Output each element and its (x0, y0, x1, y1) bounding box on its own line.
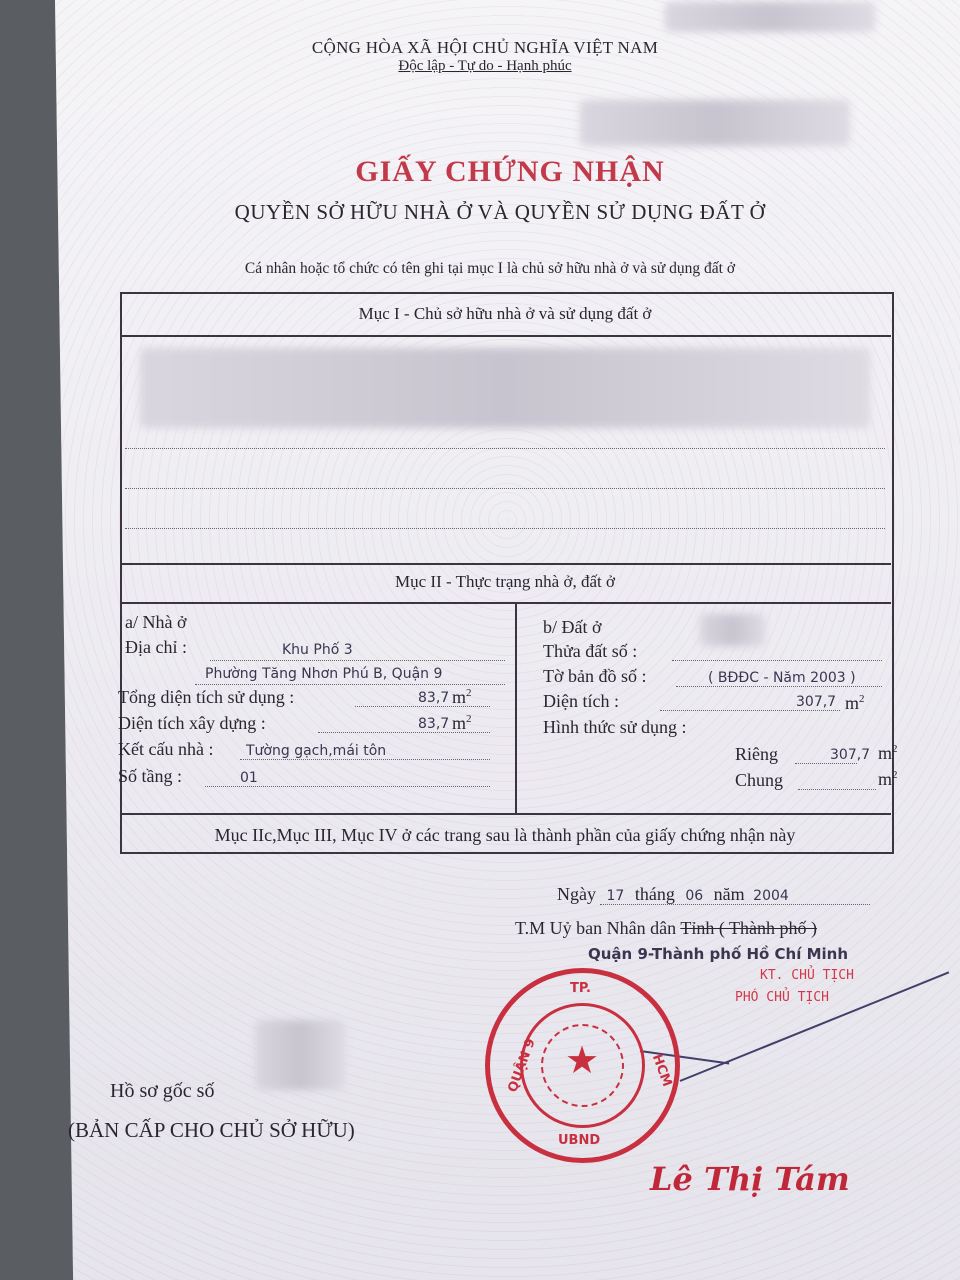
authority-line1 (515, 918, 817, 939)
frame-divider-4 (121, 813, 891, 815)
structure-label: Kết cấu nhà : (118, 739, 214, 759)
day-label: Ngày (557, 884, 596, 904)
frame-divider-1 (121, 335, 891, 337)
official-seal (485, 968, 680, 1163)
land-area-dots (660, 710, 840, 711)
redacted-parcel-number (700, 614, 765, 646)
private-unit: $m^2$ (878, 743, 898, 763)
seal-text-left: QUẬN 9 (505, 1036, 539, 1095)
private-label: Riêng (735, 744, 778, 764)
parcel-label: Thửa đất số : (543, 641, 638, 661)
section2-heading: Mục II - Thực trạng nhà ở, đất ở (395, 572, 615, 591)
frame-divider-3 (121, 602, 891, 604)
total-area-label: Tổng diện tích sử dụng : (118, 687, 295, 707)
date-dots (600, 904, 870, 905)
certificate-intro: Cá nhân hoặc tổ chức có tên ghi tại mục I là chủ sở hữu nhà ở và sử dụng đất ở (244, 260, 736, 277)
seal-text-right: HCM (648, 1052, 675, 1089)
built-area-value: 83,7 (418, 716, 450, 732)
signer-name: Lê Thị Tám (650, 1160, 850, 1198)
land-area-unit: $m^2$ (845, 693, 865, 713)
structure-value: Tường gạch,mái tôn (246, 743, 387, 759)
total-area-value: 83,7 (418, 690, 450, 706)
parcel-dots (672, 660, 882, 661)
shared-unit: $m^2$ (878, 769, 898, 789)
shared-dots (798, 789, 876, 790)
address-line2: Phường Tăng Nhơn Phú B, Quận 9 (205, 666, 443, 682)
address-dots-2 (195, 684, 505, 685)
year-label: năm (713, 884, 745, 904)
address-label: Địa chỉ : (125, 637, 187, 657)
redacted-owner-info (140, 348, 870, 428)
record-label: Hồ sơ gốc số (110, 1080, 215, 1102)
seal-text-bottom: UBND (558, 1133, 601, 1148)
certificate-subtitle: QUYỀN SỞ HỮU NHÀ Ở VÀ QUYỀN SỬ DỤNG ĐẤT Ở (234, 200, 766, 224)
redacted-serial (580, 100, 850, 146)
total-area-unit: $m^2$ (452, 687, 472, 707)
day-value: 17 (606, 888, 625, 904)
built-area-unit: $m^2$ (452, 713, 472, 733)
national-motto: Độc lập - Tự do - Hạnh phúc (398, 58, 572, 74)
year-value: 2004 (753, 888, 789, 904)
map-dots (676, 686, 882, 687)
authority-district: Quận 9-Thành phố Hồ Chí Minh (588, 945, 849, 963)
shared-label: Chung (735, 770, 784, 790)
authority-struck: Tỉnh ( Thành phố ) (680, 918, 817, 938)
owner-dotted-line-3 (125, 528, 885, 529)
private-value: 307,7 (830, 747, 871, 763)
address-line1: Khu Phố 3 (282, 642, 353, 658)
redacted-record-number (255, 1020, 345, 1090)
section1-heading: Mục I - Chủ sở hữu nhà ở và sử dụng đất ở (358, 304, 652, 323)
date-line (557, 884, 793, 905)
floors-label: Số tầng : (118, 766, 183, 786)
republic-header: CỘNG HÒA XÃ HỘI CHỦ NGHĨA VIỆT NAM (311, 38, 659, 57)
land-area-label: Diện tích : (543, 691, 619, 711)
structure-dots (240, 759, 490, 760)
map-value: ( BĐĐC - Năm 2003 ) (708, 670, 856, 686)
seal-inner-ring (520, 1003, 645, 1128)
floors-value: 01 (240, 770, 258, 786)
floors-dots (205, 786, 490, 787)
land-area-value: 307,7 (796, 694, 837, 710)
vice-chair-stamp-line1: KT. CHỦ TỊCH (760, 968, 854, 983)
address-dots-1 (210, 660, 505, 661)
built-area-label: Diện tích xây dựng : (118, 713, 266, 733)
national-emblem (541, 1024, 624, 1107)
star-icon: ★ (565, 1038, 600, 1082)
owner-dotted-line-1 (125, 448, 885, 449)
month-label: tháng (634, 884, 675, 904)
copy-label: (BẢN CẤP CHO CHỦ SỞ HỮU) (68, 1118, 355, 1142)
owner-dotted-line-2 (125, 488, 885, 489)
column-divider (515, 603, 517, 813)
month-value: 06 (685, 888, 704, 904)
private-dots (795, 763, 857, 764)
land-heading: b/ Đất ở (543, 617, 602, 637)
footer-note: Mục IIc,Mục III, Mục IV ở các trang sau là thành phần của giấy chứng nhận này (214, 825, 796, 845)
seal-text-top: TP. (570, 981, 591, 996)
authority-title: T.M Uỷ ban Nhân dân (515, 918, 677, 938)
certificate-title: GIẤY CHỨNG NHẬN (355, 155, 665, 188)
usage-label: Hình thức sử dụng : (543, 717, 687, 737)
house-heading: a/ Nhà ở (125, 612, 187, 632)
frame-divider-2 (121, 563, 891, 565)
redacted-serial-top (665, 2, 875, 32)
map-label: Tờ bản đồ số : (543, 666, 647, 686)
vice-chair-stamp-line2: PHÓ CHỦ TỊCH (735, 990, 829, 1005)
